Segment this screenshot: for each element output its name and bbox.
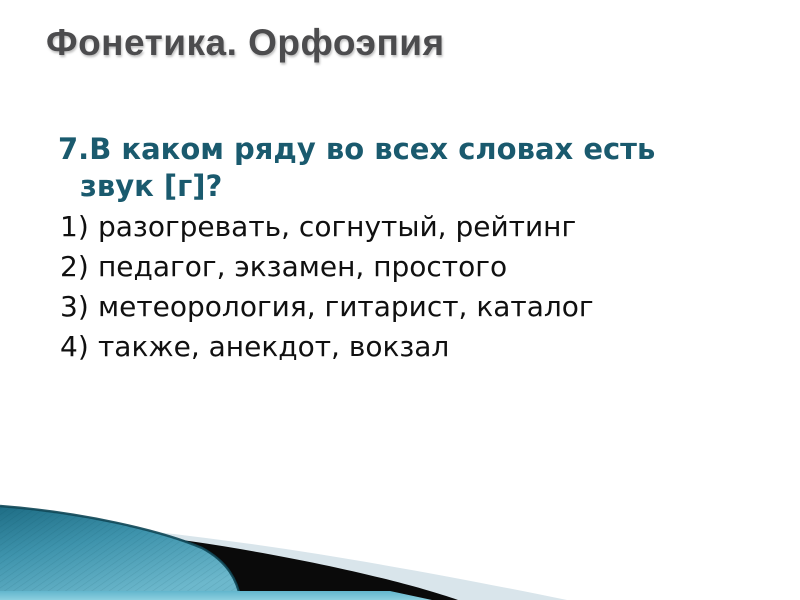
deco-bottom-strip <box>0 591 432 600</box>
option-text: метеорология, гитарист, каталог <box>98 290 594 323</box>
slide-body <box>0 131 730 367</box>
option-text: также, анекдот, вокзал <box>98 330 450 363</box>
answer-option-3 <box>0 287 730 327</box>
answer-options <box>0 207 730 367</box>
option-number: 1) <box>60 210 89 243</box>
option-text: педагог, экзамен, простого <box>98 250 508 283</box>
option-number: 4) <box>60 330 89 363</box>
question-text <box>0 131 730 205</box>
option-number: 2) <box>60 250 89 283</box>
answer-option-2 <box>0 247 730 287</box>
deco-teal-hatch <box>0 506 241 600</box>
question-line-1: 7.В каком ряду во всех словах есть <box>58 132 656 166</box>
question-line-2: звук [г]? <box>80 169 223 203</box>
option-text: разогревать, согнутый, рейтинг <box>98 210 577 243</box>
answer-option-1 <box>0 207 730 247</box>
slide-title: Фонетика. Орфоэпия <box>46 22 445 63</box>
option-number: 3) <box>60 290 89 323</box>
answer-option-4 <box>0 327 730 367</box>
corner-decoration <box>0 490 800 600</box>
